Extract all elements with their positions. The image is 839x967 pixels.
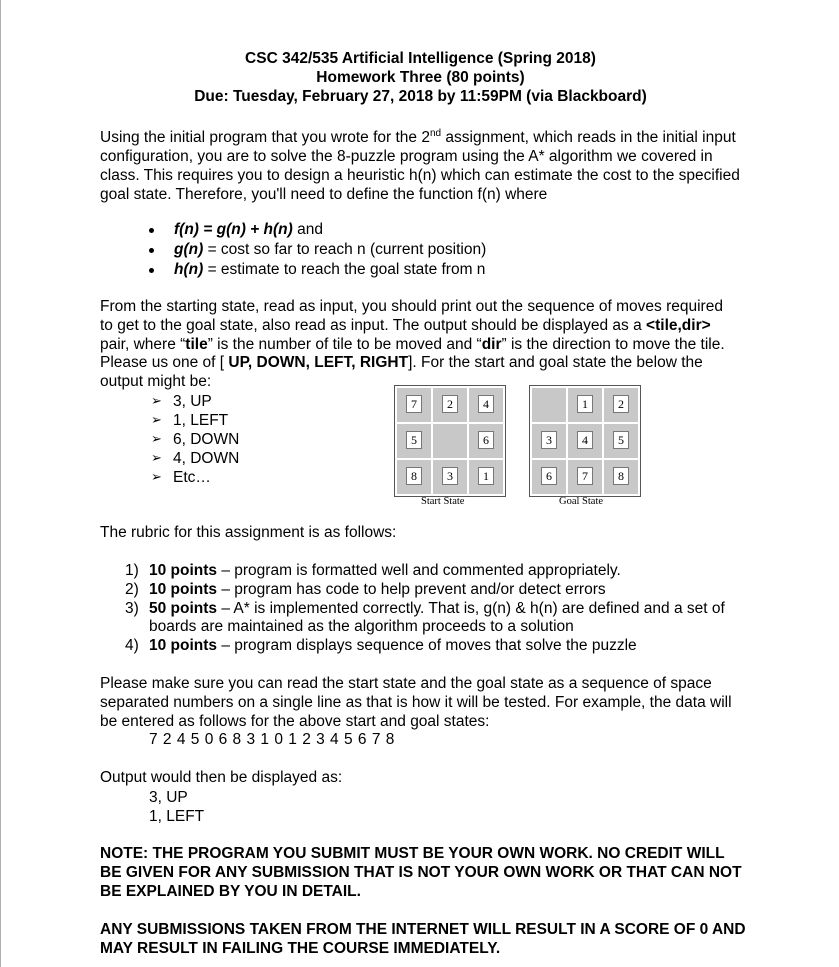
rubric-item [125,637,735,656]
moves-paragraph [100,298,740,392]
rubric-item [125,600,735,638]
puzzle-tile: 3 [541,431,557,449]
moves-bold-1: <tile,dir> [646,316,711,334]
intro-superscript: nd [429,128,442,139]
rubric-list [125,562,735,656]
list-item: ➢ 4, DOWN [151,449,239,468]
output-intro: Output would then be displayed as: [100,769,343,786]
rubric-points: 50 points [149,599,218,617]
moves-bold-2: tile [185,335,208,353]
puzzle-cell [397,388,431,422]
internet-warning: ANY SUBMISSIONS TAKEN FROM THE INTERNET WILL RESULT IN A SCORE OF 0 AND MAY RESULT IN FAILING THE COURSE IMMEDIATELY. [100,921,746,957]
puzzle-cell [469,388,503,422]
puzzle-tile: 5 [613,431,629,449]
puzzle-cell [397,424,431,458]
rubric-item [125,562,735,581]
puzzle-cell [469,460,503,494]
integrity-note: NOTE: THE PROGRAM YOU SUBMIT MUST BE YOUR OWN WORK. NO CREDIT WILL BE GIVEN FOR ANY SUBMISSION THAT IS NOT YOUR OWN WORK OR THAT CAN NOT BE EXPLAINED BY YOU IN DETAIL. [100,845,742,900]
puzzle-tile: 7 [406,395,422,413]
start-state-grid [394,385,506,497]
formula-g-desc: = cost so far to reach n (current position) [203,241,487,258]
intro-text-1: Using the initial program that you wrote for the 2 [100,129,430,147]
puzzle-tile: 2 [613,395,629,413]
puzzle-tile: 8 [613,467,629,485]
formula-h: h(n) [174,261,204,278]
rubric-points: 10 points [149,562,218,579]
rubric-number: 4) [125,637,139,655]
puzzle-cell [433,388,467,422]
formula-f-desc: and [292,221,323,238]
output-line: 3, UP [149,789,188,806]
rubric-points: 10 points [149,580,218,598]
rubric-points: 10 points [149,637,218,655]
puzzle-cell [532,460,566,494]
rubric-text: – program has code to help prevent and/or detect errors [217,580,606,598]
puzzle-blank-cell [532,388,566,422]
start-state-caption: Start State [421,496,465,507]
moves-text-2: pair, where “ [100,335,186,353]
moves-text-1: From the starting state, read as input, you should print out the sequence of moves required to get to the goal state, also read as input. The output should be displayed as a [100,298,723,334]
moves-text-3: ” is the number of tile to be moved and “ [207,335,482,353]
puzzle-blank-cell [433,424,467,458]
course-title: CSC 342/535 Artificial Intelligence (Spring 2018) [245,50,596,67]
rubric-intro: The rubric for this assignment is as follows: [100,524,397,541]
puzzle-tile: 6 [478,431,494,449]
rubric-number: 1) [125,562,139,579]
puzzle-cell [568,460,602,494]
puzzle-tile: 8 [406,467,422,485]
intro-text-2: assignment, which reads in the initial input configuration, you are to solve the 8-puzzle program using the A* algorithm we covered in class. This requires you to design a heuristic h(n) which can estimate the cost to the specified goal state. Therefore, you'll need to define the function f(n) where [100,129,740,203]
puzzle-tile: 3 [442,467,458,485]
puzzle-cell [604,424,638,458]
rubric-text: – A* is implemented correctly. That is, g(n) & h(n) are defined and a set of boards are maintained as the algorithm proceeds to a solution [149,599,725,636]
page-title [1,49,839,106]
output-example [149,788,204,826]
moves-text-4: ” is the direction to move the tile. Please us one of [ [100,335,725,372]
rubric-text: – program displays sequence of moves that solve the puzzle [217,637,637,655]
definition-list [148,220,486,280]
assignment-title: Homework Three (80 points) [316,69,525,86]
example-moves-list [151,392,239,487]
list-item [148,220,486,240]
goal-state-caption: Goal State [559,496,604,507]
rubric-text: – program is formatted well and commented appropriately. [217,562,621,579]
puzzle-tile: 7 [577,467,593,485]
puzzle-tile: 1 [478,467,494,485]
puzzle-cell [532,424,566,458]
puzzle-cell [568,388,602,422]
formula-g: g(n) [174,241,204,258]
list-item [148,240,486,260]
puzzle-tile: 4 [478,395,494,413]
puzzle-tile: 5 [406,431,422,449]
output-line: 1, LEFT [149,808,205,825]
puzzle-tile: 1 [577,395,593,413]
puzzle-cell [469,424,503,458]
list-item: ➢ 3, UP [151,392,239,411]
list-item [148,260,486,280]
list-item: ➢ 1, LEFT [151,411,239,430]
rubric-number: 3) [125,599,139,617]
rubric-number: 2) [125,580,139,598]
input-sequence: 7 2 4 5 0 6 8 3 1 0 1 2 3 4 5 6 7 8 [149,731,395,748]
puzzle-tile: 2 [442,395,458,413]
puzzle-tile: 6 [541,467,557,485]
puzzle-cell [433,460,467,494]
puzzle-cell [397,460,431,494]
puzzle-cell [604,460,638,494]
moves-text-5: ]. For the start and goal state the below the output might be: [100,354,703,391]
intro-paragraph [100,125,750,204]
list-item: ➢ 6, DOWN [151,430,239,449]
input-paragraph: Please make sure you can read the start state and the goal state as a sequence of space separated numbers on a single line as that is how it will be tested. For example, the data will be entered as follows for the above start and goal states: [100,675,732,730]
formula-f: f(n) = g(n) + h(n) [174,221,293,238]
puzzle-cell [568,424,602,458]
due-date: Due: Tuesday, February 27, 2018 by 11:59PM (via Blackboard) [194,88,647,105]
formula-h-desc: = estimate to reach the goal state from n [203,261,486,278]
puzzle-tile: 4 [577,431,593,449]
moves-bold-3: dir [481,335,502,353]
goal-state-grid [529,385,641,497]
rubric-item [125,581,735,600]
list-item: ➢ Etc… [151,468,239,487]
puzzle-cell [604,388,638,422]
moves-bold-4: UP, DOWN, LEFT, RIGHT [228,354,409,372]
